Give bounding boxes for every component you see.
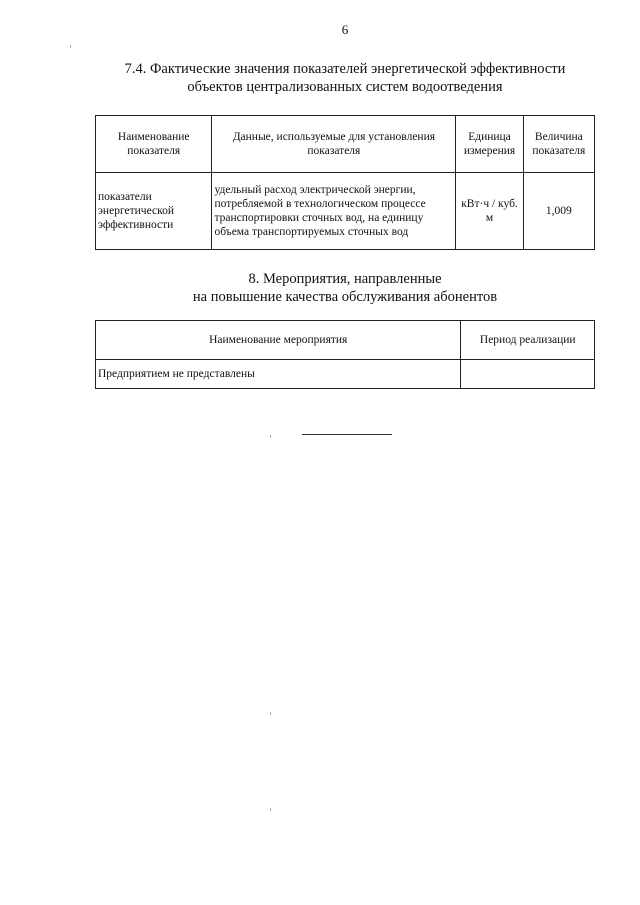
header-value: Величина показателя: [523, 116, 594, 173]
table-header-row: [96, 321, 595, 360]
header-indicator-name: Наименование показателя: [96, 116, 212, 173]
section-7-4-heading: [95, 60, 595, 96]
header-unit: Единица измерения: [456, 116, 523, 173]
scan-mark: [70, 45, 71, 48]
cell-period: [461, 360, 595, 389]
table-header-row: [96, 116, 595, 173]
section-7-4-heading-line1: 7.4. Фактические значения показателей энергетической эффективности: [124, 61, 566, 77]
header-data-used: Данные, используемые для установления показателя: [212, 116, 456, 173]
scan-mark: [270, 808, 271, 811]
section-7-4-heading-line2: объектов централизованных систем водоотведения: [187, 79, 503, 95]
end-of-document-rule: [302, 434, 392, 435]
header-measure-name: Наименование мероприятия: [96, 321, 461, 360]
table-row: [96, 173, 595, 250]
table-row: [96, 360, 595, 389]
cell-unit: кВт·ч / куб. м: [456, 173, 523, 250]
page-number: 6: [341, 22, 349, 37]
section-8-heading-line2: на повышение качества обслуживания абонентов: [192, 289, 498, 305]
cell-indicator-name: показатели энергетической эффективности: [96, 173, 212, 250]
section-8-heading-line1: 8. Мероприятия, направленные: [248, 271, 442, 287]
energy-efficiency-table: [95, 115, 595, 250]
section-8-heading: [95, 270, 595, 306]
cell-value: 1,009: [523, 173, 594, 250]
cell-measure-name: Предприятием не представлены: [96, 360, 461, 389]
measures-table: [95, 320, 595, 389]
scan-mark: [270, 435, 271, 438]
scan-mark: [270, 712, 271, 715]
header-period: Период реализации: [461, 321, 595, 360]
cell-data-used: удельный расход электрической энергии, потребляемой в технологическом процессе транспортировки сточных вод, на единицу объема транспортируемых сточных вод: [212, 173, 456, 250]
